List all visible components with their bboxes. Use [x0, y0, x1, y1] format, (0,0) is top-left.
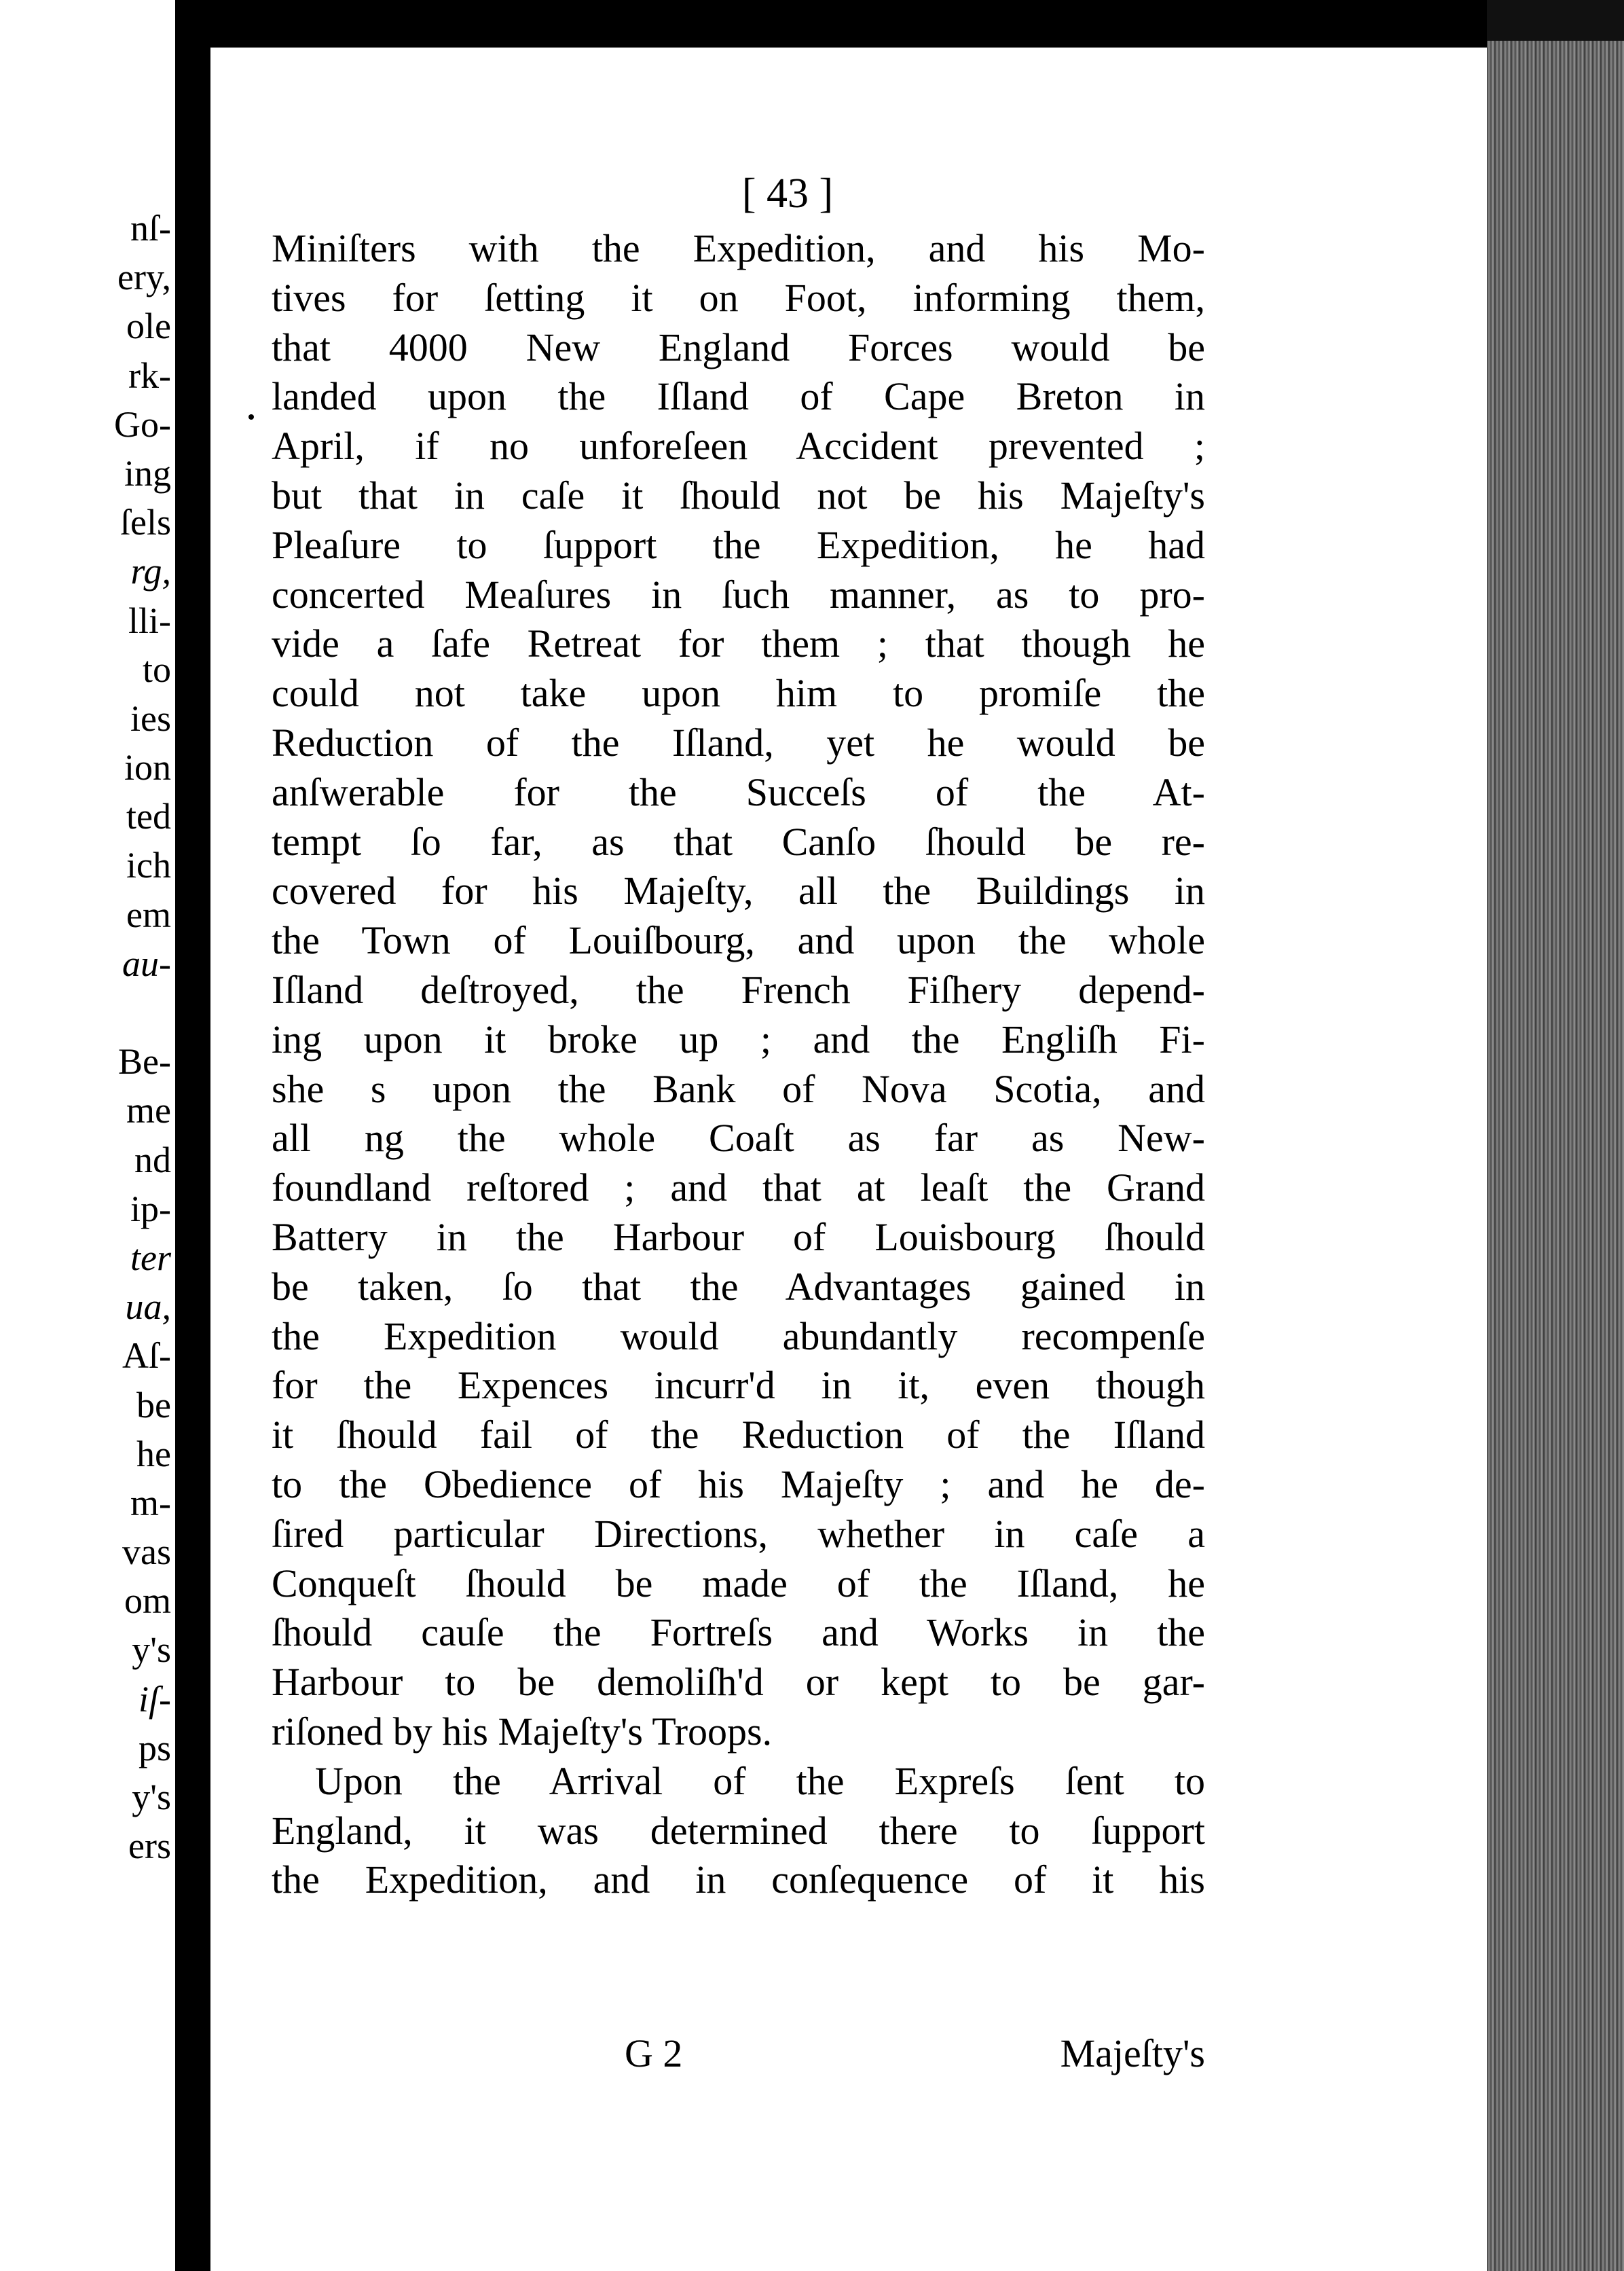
text-line: riſoned by his Majeſty's Troops.: [272, 1709, 773, 1754]
facing-page-line: y's: [132, 1777, 171, 1817]
facing-page-line: vas: [122, 1531, 171, 1573]
page-number: [ 43 ]: [741, 170, 834, 217]
text-line: vide a ſafe Retreat for them ; that though he: [272, 621, 1205, 666]
text-line: that 4000 New England Forces would be: [272, 325, 1205, 369]
text-line: Conqueſt ſhould be made of the Iſland, he: [272, 1561, 1205, 1605]
text-line: Reduction of the Iſland, yet he would be: [272, 720, 1205, 765]
catchword: Majeſty's: [1060, 2031, 1205, 2075]
facing-page-line: em: [126, 894, 171, 935]
facing-page-line: to: [142, 649, 171, 690]
facing-page-line: y's: [132, 1629, 171, 1671]
facing-page-line: iſ-: [139, 1678, 171, 1720]
facing-page-line: ip-: [130, 1188, 171, 1229]
text-line: the Expedition, and in conſequence of it his: [272, 1857, 1205, 1902]
facing-page-line: m-: [130, 1482, 171, 1523]
text-line: ſhould cauſe the Fortreſs and Works in the: [272, 1610, 1205, 1655]
text-line: tives for ſetting it on Foot, informing them,: [272, 275, 1205, 320]
text-line: for the Expences incurr'd in it, even though: [272, 1363, 1205, 1408]
facing-page-line: ps: [138, 1727, 171, 1768]
facing-page-line: ich: [126, 845, 171, 886]
text-line: Upon the Arrival of the Expreſs ſent to: [315, 1758, 1205, 1803]
facing-page-line: he: [136, 1433, 171, 1474]
facing-page-line: rg,: [130, 551, 171, 592]
facing-page-fragment: [0, 0, 175, 2271]
text-line: it ſhould fail of the Reduction of the Iſland: [272, 1413, 1205, 1457]
facing-page-line: be: [136, 1384, 171, 1425]
text-line: the Expedition would abundantly recompenſe: [272, 1313, 1205, 1358]
facing-page-line: ies: [130, 697, 171, 739]
facing-page-line: rk-: [128, 355, 171, 396]
facing-page-line: ua,: [125, 1286, 171, 1328]
text-line: she s upon the Bank of Nova Scotia, and: [272, 1066, 1205, 1111]
text-line: the Town of Louiſbourg, and upon the whole: [272, 918, 1205, 963]
page-fore-edge: [1487, 41, 1624, 2271]
facing-page-line: Aſ-: [122, 1335, 171, 1377]
page-footer: [272, 2031, 1205, 2085]
facing-page-line: me: [126, 1090, 171, 1131]
facing-page-text: [35, 204, 171, 1870]
facing-page-line: ted: [126, 796, 171, 837]
text-line: Pleaſure to ſupport the Expedition, he had: [272, 522, 1205, 567]
text-line: foundland reſtored ; and that at leaſt the Grand: [272, 1165, 1205, 1210]
facing-page-line: nd: [134, 1139, 171, 1180]
text-line: could not take upon him to promiſe the: [272, 671, 1205, 716]
text-line: landed upon the Iſland of Cape Breton in: [272, 374, 1205, 419]
facing-page-line: Go-: [114, 403, 171, 445]
text-line: Battery in the Harbour of Louisbourg ſhould: [272, 1214, 1205, 1259]
facing-page-line: om: [124, 1580, 171, 1622]
text-line: anſwerable for the Succeſs of the At-: [272, 769, 1205, 814]
text-line: Miniſters with the Expedition, and his Mo-: [272, 226, 1205, 270]
text-line: to the Obedience of his Majeſty ; and he de-: [272, 1461, 1205, 1506]
ink-speck: [248, 414, 254, 420]
text-line: ſired particular Directions, whether in caſe a: [272, 1511, 1205, 1556]
facing-page-line: au-: [122, 943, 171, 984]
text-line: tempt ſo far, as that Canſo ſhould be re-: [272, 819, 1205, 864]
text-line: be taken, ſo that the Advantages gained in: [272, 1264, 1205, 1309]
text-line: England, it was determined there to ſupport: [272, 1808, 1205, 1853]
facing-page-line: Be-: [118, 1041, 171, 1083]
facing-page-line: ing: [124, 452, 171, 494]
signature-mark: G 2: [625, 2031, 683, 2075]
facing-page-line: ery,: [117, 257, 171, 298]
text-line: ing upon it broke up ; and the Engliſh Fi-: [272, 1017, 1205, 1061]
book-gutter: [175, 0, 210, 2271]
text-line: April, if no unforeſeen Accident prevented ;: [272, 424, 1205, 469]
body-text: [272, 224, 1205, 1905]
facing-page-line: [35, 988, 171, 1037]
facing-page-line: nſ-: [130, 208, 171, 249]
text-line: Iſland deſtroyed, the French Fiſhery depend-: [272, 967, 1205, 1012]
facing-page-line: ers: [128, 1825, 171, 1867]
text-line: covered for his Majeſty, all the Buildings in: [272, 869, 1205, 913]
text-line: Harbour to be demoliſh'd or kept to be gar-: [272, 1660, 1205, 1705]
facing-page-line: ole: [126, 306, 171, 347]
facing-page-line: lli-: [128, 600, 171, 641]
text-line: concerted Meaſures in ſuch manner, as to pro-: [272, 572, 1205, 617]
facing-page-line: ion: [124, 747, 171, 788]
text-line: all ng the whole Coaſt as far as New-: [272, 1116, 1205, 1161]
facing-page-line: ter: [130, 1237, 171, 1278]
facing-page-line: ſels: [120, 502, 171, 543]
text-line: but that in caſe it ſhould not be his Majeſty's: [272, 473, 1205, 517]
